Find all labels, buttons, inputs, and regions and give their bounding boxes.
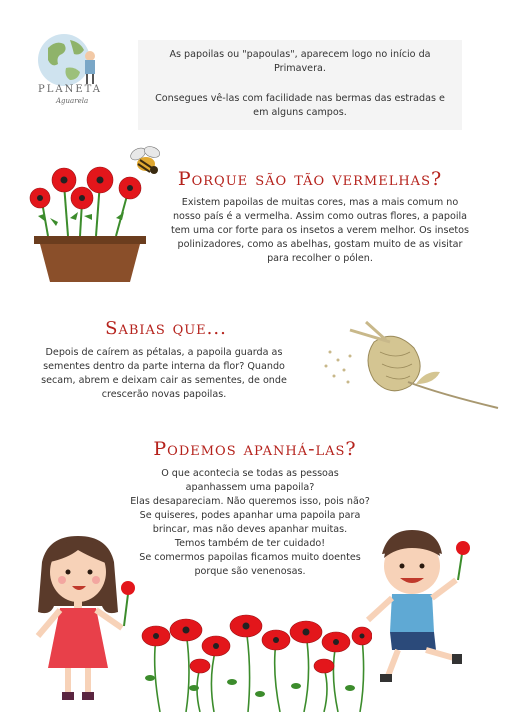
section3-line: Se quiseres, podes apanhar uma papoila para [139, 510, 361, 521]
section3-line: porque são venenosas. [194, 566, 306, 577]
poppy-field-icon [136, 608, 372, 712]
section2-text: Depois de caírem as pétalas, a papoila guarda as sementes dentro da parte interna da flor? Quando secam, abrem e deixam cair as sementes, de onde crescerão novas papoilas. [41, 347, 287, 400]
logo [30, 26, 110, 110]
poppy-pot-icon [26, 162, 150, 286]
intro-line-1: As papoilas ou "papoulas", aparecem logo no início da Primavera. [169, 49, 431, 74]
section1-text: Existem papoilas de muitas cores, mas a mais comum no nosso país é a vermelha. Assim como outras flores, a papoila tem uma cor forte para os insetos a verem melhor. Os insetos polinizadores, como as abelhas, gostam muito de as visitar para recolher o pólen. [171, 197, 469, 264]
logo-sub: Aguarela [56, 97, 89, 105]
girl-illustration [28, 532, 140, 708]
section3-title: Podemos apanhá-las? [153, 438, 357, 460]
section3-line: apanhassem uma papoila? [185, 482, 315, 493]
section3-line: brincar, mas não deves apanhar muitas. [152, 524, 348, 535]
section3-line: Temos também de ter cuidado! [174, 538, 326, 549]
section3-text [100, 467, 400, 579]
section3-line: O que acontecia se todas as pessoas [161, 468, 339, 479]
section2-title: Sabias que... [105, 318, 227, 339]
seed-pod-icon [320, 312, 500, 412]
boy-illustration [362, 524, 480, 696]
logo-brand: PLANETA [38, 84, 102, 95]
section3-line: Se comermos papoilas ficamos muito doentes [139, 552, 361, 563]
intro-line-2: Consegues vê-las com facilidade nas bermas das estradas e em alguns campos. [155, 93, 445, 118]
section3-line: Elas desapareciam. Não queremos isso, pois não? [130, 496, 370, 507]
section1-title: Porque são tão vermelhas? [177, 168, 443, 190]
